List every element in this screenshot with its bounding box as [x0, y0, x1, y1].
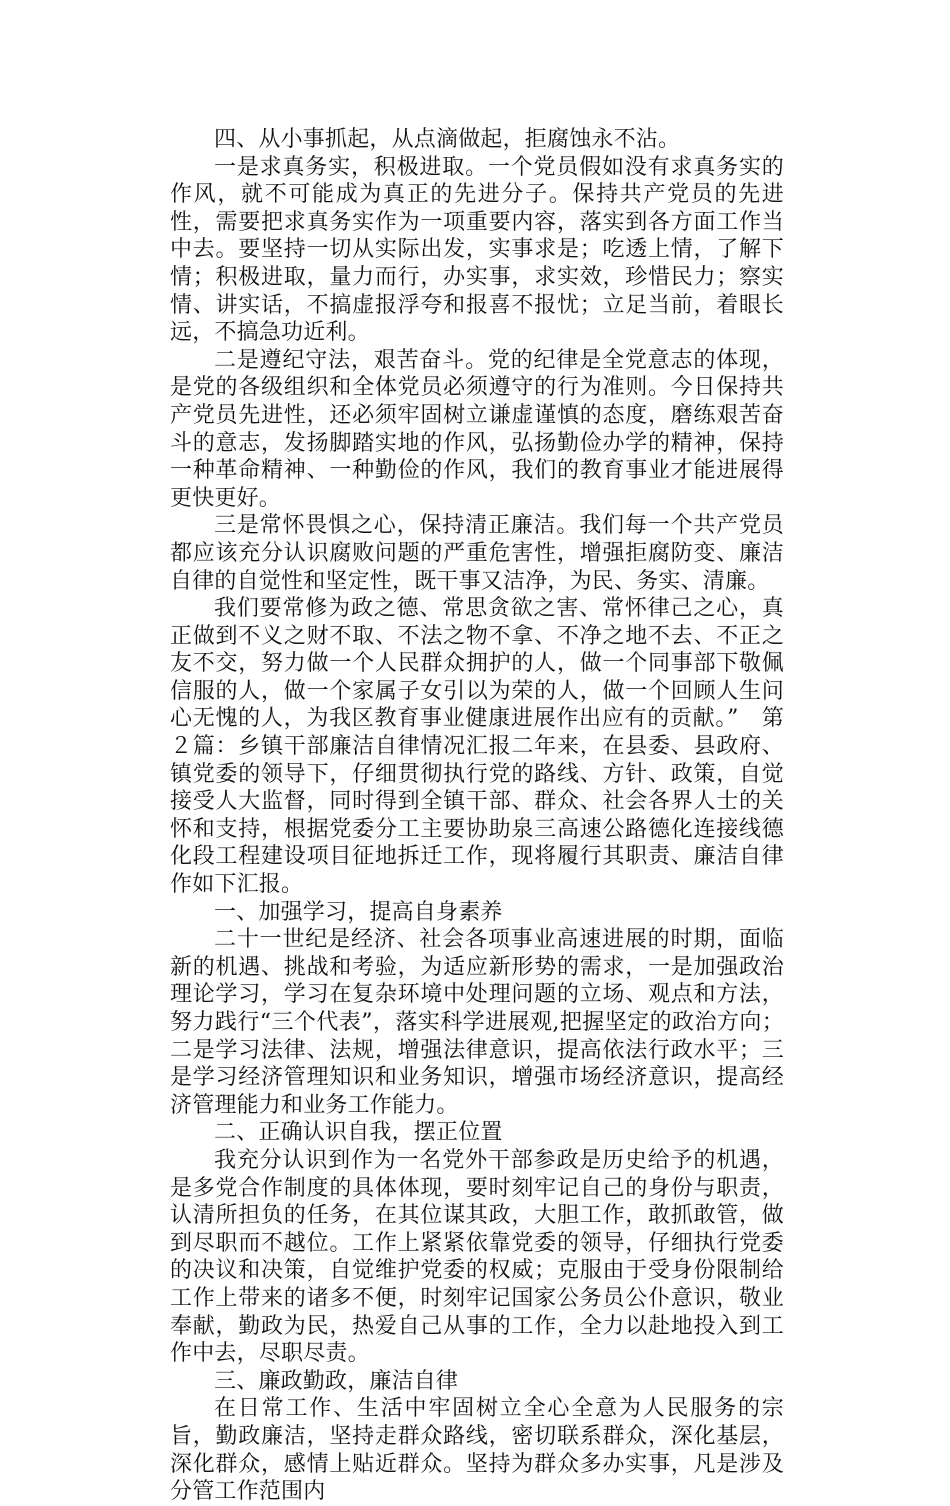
- section-heading-study: 一、加强学习，提高自身素养: [214, 899, 503, 925]
- paragraph-discipline: 二是遵纪守法，艰苦奋斗。党的纪律是全党意志的体现，是党的各级组织和全体党员必须遵守的行为准则。今日保持共产党员先进性，还必须牢固树立谦虚谨慎的态度，磨练艰苦奋斗的意志，发扬脚踏实地的作风，弘扬勤俭办学的精神，保持一种革命精神、一种勤俭的作风，我们的教育事业才能进展得更快更好。: [170, 347, 784, 511]
- section-heading-diligence: 三、廉政勤政，廉洁自律: [214, 1368, 459, 1394]
- paragraph-study: 二十一世纪是经济、社会各项事业高速进展的时期，面临新的机遇、挑战和考验，为适应新形势的需求，一是加强政治理论学习，学习在复杂环境中处理问题的立场、观点和方法，努力践行“三个代表”，落实科学进展观,把握坚定的政治方向；二是学习法律、法规，增强法律意识，提高依法行政水平；三是学习经济管理知识和业务知识，增强市场经济意识，提高经济管理能力和业务工作能力。: [170, 927, 784, 1118]
- paragraph-self: 我充分认识到作为一名党外干部参政是历史给予的机遇，是多党合作制度的具体体现，要时刻牢记自己的身份与职责，认清所担负的任务，在其位谋其政，大胆工作，敢抓敢管，做到尽职而不越位。工作上紧紧依靠党委的领导，仔细执行党委的决议和决策，自觉维护党委的权威；克服由于受身份限制给工作上带来的诸多不便，时刻牢记国家公务员公仆意识，敬业奉献，勤政为民，热爱自己从事的工作，全力以赴地投入到工作中去，尽职尽责。: [170, 1147, 784, 1367]
- paragraph-virtue-and-report: 我们要常修为政之德、常思贪欲之害、常怀律己之心，真正做到不义之财不取、不法之物不拿、不净之地不去、不正之友不交，努力做一个人民群众拥护的人，做一个同事部下敬佩信服的人，做一个家属子女引以为荣的人，做一个回顾人生问心无愧的人，为我区教育事业健康进展作出应有的贡献。” 第２篇：乡镇干部廉洁自律情况汇报二年来，在县委、县政府、镇党委的领导下，仔细贯彻执行党的路线、方针、政策，自觉接受人大监督，同时得到全镇干部、群众、社会各界人士的关怀和支持，根据党委分工主要协助泉三高速公路德化连接线德化段工程建设项目征地拆迁工作，现将履行其职责、廉洁自律作如下汇报。: [170, 596, 784, 898]
- section-heading-4: 四、从小事抓起，从点滴做起，拒腐蚀永不沾。: [214, 127, 681, 152]
- paragraph-integrity: 三是常怀畏惧之心，保持清正廉洁。我们每一个共产党员都应该充分认识腐败问题的严重危害性，增强拒腐防变、廉洁自律的自觉性和坚定性，既干事又洁净，为民、务实、清廉。: [170, 513, 784, 594]
- paragraph-diligence: 在日常工作、生活中牢固树立全心全意为人民服务的宗旨，勤政廉洁，坚持走群众路线，密切联系群众，深化基层，深化群众，感情上贴近群众。坚持为群众多办实事，凡是涉及分管工作范围内: [170, 1396, 784, 1505]
- document-body: [170, 126, 784, 1506]
- section-heading-self: 二、正确认识自我，摆正位置: [214, 1120, 503, 1146]
- paragraph-seek-truth: 一是求真务实，积极进取。一个党员假如没有求真务实的作风，就不可能成为真正的先进分子。保持共产党员的先进性，需要把求真务实作为一项重要内容，落实到各方面工作当中去。要坚持一切从实际出发，实事求是；吃透上情，了解下情；积极进取，量力而行，办实事，求实效，珍惜民力；察实情、讲实话，不搞虚报浮夸和报喜不报忧；立足当前，着眼长远，不搞急功近利。: [170, 154, 784, 346]
